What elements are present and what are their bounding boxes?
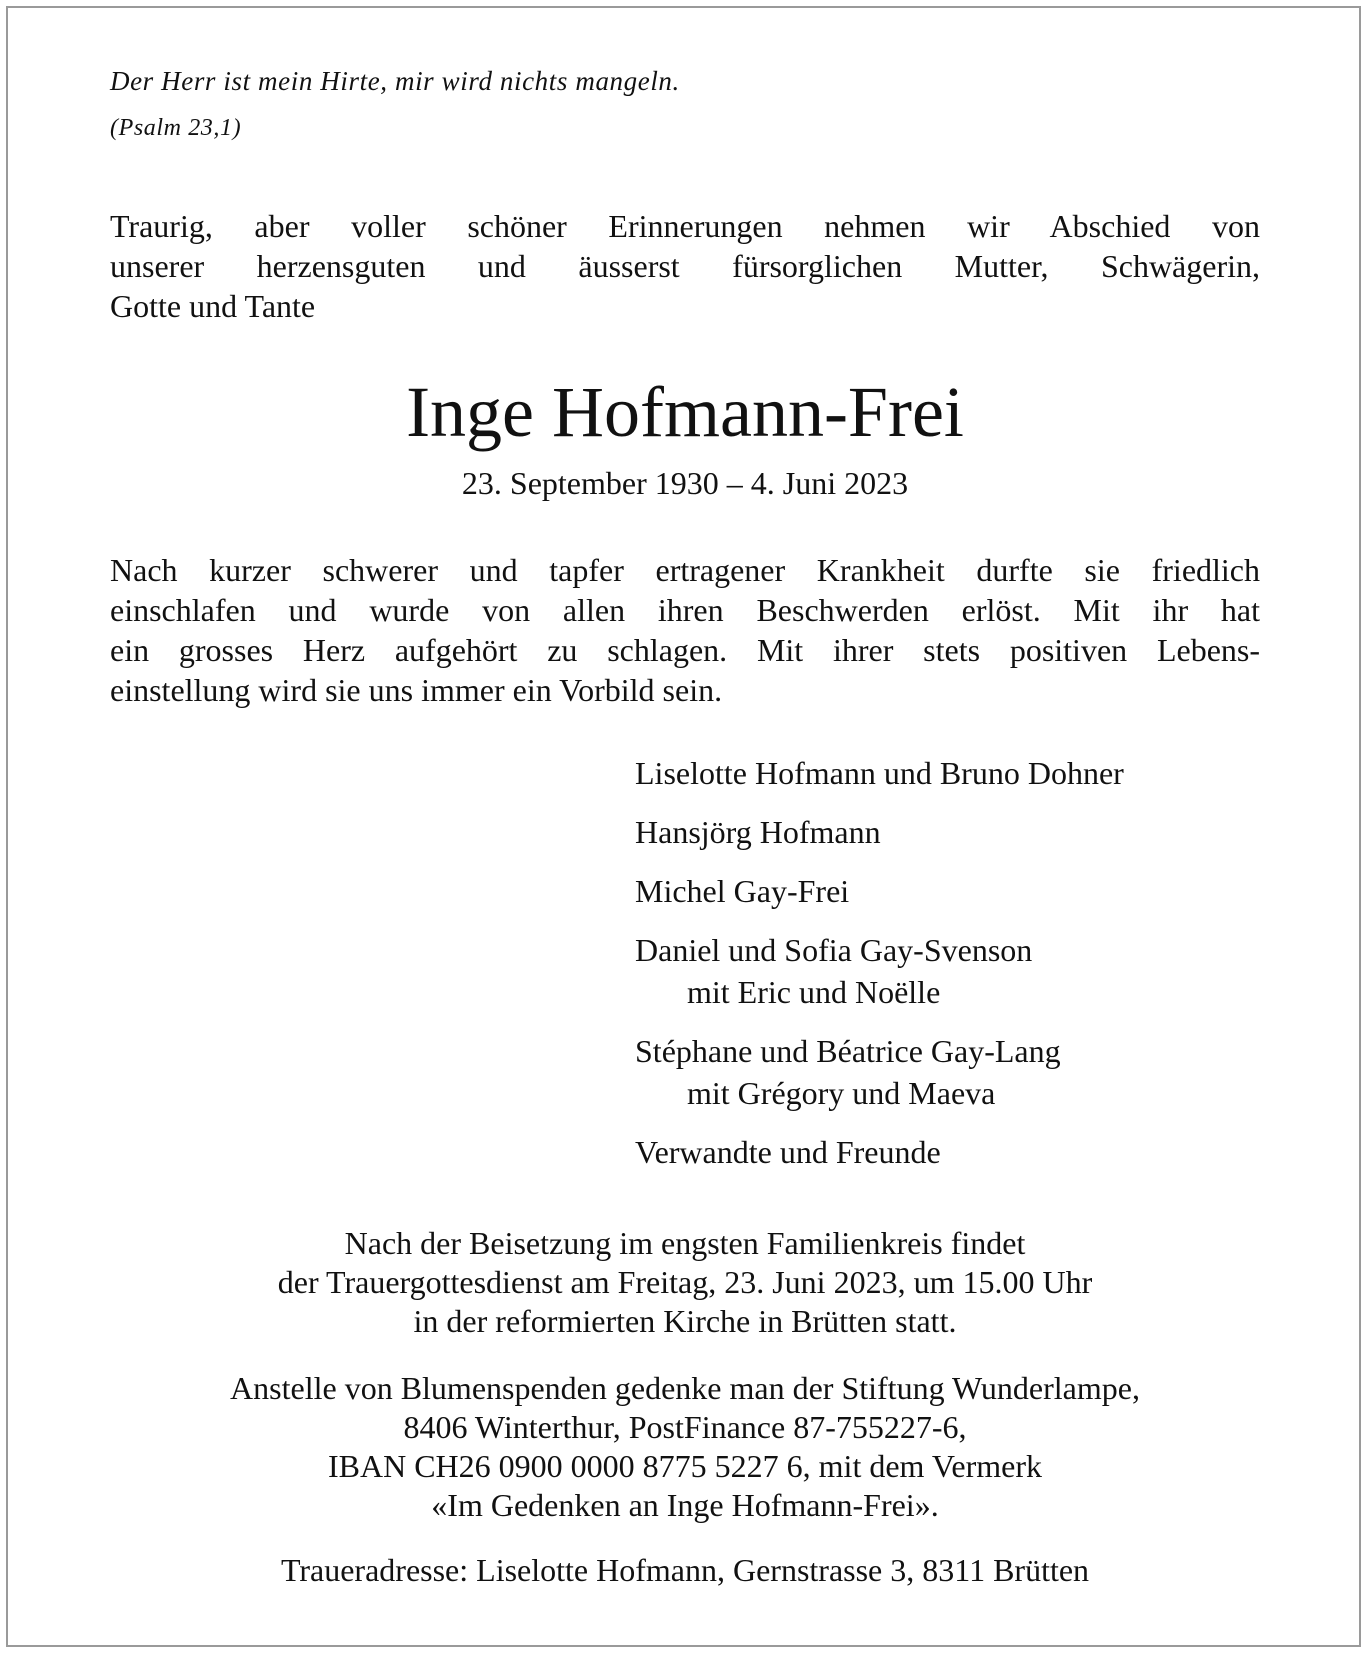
bible-quote-reference: (Psalm 23,1) <box>110 115 242 141</box>
deceased-name: Inge Hofmann-Frei <box>406 372 964 452</box>
life-dates: 23. September 1930 – 4. Juni 2023 <box>461 465 909 501</box>
paragraph-line: Nach kurzer schwerer und tapfer ertragener Krankheit durfte sie friedlich <box>110 552 1260 588</box>
mourner-entry <box>635 1030 1260 1114</box>
donation-line: 8406 Winterthur, PostFinance 87-755227-6, <box>403 1409 967 1445</box>
mourner-entry <box>635 929 1260 1013</box>
mourner-name: Michel Gay-Frei <box>635 873 850 909</box>
mourner-name: Hansjörg Hofmann <box>635 814 881 850</box>
mourner-name: Liselotte Hofmann und Bruno Dohner <box>635 755 1124 791</box>
mourners-list <box>635 752 1260 1190</box>
intro-line: Gotte und Tante <box>110 288 316 324</box>
mourner-children: mit Grégory und Maeva <box>687 1075 996 1111</box>
mourner-children: mit Eric und Noëlle <box>687 974 941 1010</box>
mourner-name: Verwandte und Freunde <box>635 1134 941 1170</box>
intro-line: Traurig, aber voller schöner Erinnerungen nehmen wir Abschied von <box>110 208 1260 244</box>
paragraph-line: einstellung wird sie uns immer ein Vorbild sein. <box>110 672 723 708</box>
donation-line: «Im Gedenken an Inge Hofmann-Frei». <box>431 1487 939 1523</box>
main-paragraph <box>110 550 1260 710</box>
mourning-address <box>110 1551 1260 1590</box>
mourner-entry <box>635 752 1260 794</box>
donation-line: Anstelle von Blumenspenden gedenke man der Stiftung Wunderlampe, <box>230 1370 1140 1406</box>
mourner-entry <box>635 811 1260 853</box>
address-line: Traueradresse: Liselotte Hofmann, Gernstrasse 3, 8311 Brütten <box>280 1552 1090 1588</box>
service-line: in der reformierten Kirche in Brütten statt. <box>413 1303 957 1339</box>
donation-info <box>110 1369 1260 1525</box>
mourner-name: Stéphane und Béatrice Gay-Lang <box>635 1033 1061 1069</box>
paragraph-line: einschlafen und wurde von allen ihren Beschwerden erlöst. Mit ihr hat <box>110 592 1260 628</box>
bible-quote: Der Herr ist mein Hirte, mir wird nichts mangeln. <box>110 66 680 96</box>
service-line: der Trauergottesdienst am Freitag, 23. Juni 2023, um 15.00 Uhr <box>277 1264 1093 1300</box>
service-line: Nach der Beisetzung im engsten Familienkreis findet <box>344 1225 1026 1261</box>
intro-line: unserer herzensguten und äusserst fürsorglichen Mutter, Schwägerin, <box>110 248 1260 284</box>
donation-line: IBAN CH26 0900 0000 8775 5227 6, mit dem Vermerk <box>327 1448 1043 1484</box>
mourner-name: Daniel und Sofia Gay-Svenson <box>635 932 1033 968</box>
intro-paragraph <box>110 206 1260 326</box>
paragraph-line: ein grosses Herz aufgehört zu schlagen. Mit ihrer stets positiven Lebens- <box>110 632 1260 668</box>
mourner-entry <box>635 870 1260 912</box>
mourner-entry <box>635 1131 1260 1173</box>
funeral-service-info <box>110 1224 1260 1341</box>
